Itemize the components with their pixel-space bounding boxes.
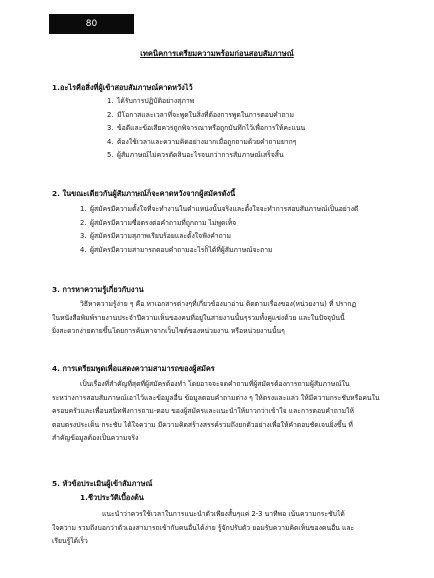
- paragraph-line: ครอบครัวและเพื่อนสนิทฟังการถาม-ตอบ ของผู้สมัครและแนะนำให้ยาวกว่าเข้าใจ และการตอบคำถามให้: [52, 407, 354, 415]
- list-item: 4. ผู้สมัครมีความสามารถตอบคำถามอะไรก็ได้ที่ผู้สัมภาษณ์จะถาม: [80, 245, 273, 254]
- paragraph-line: วิธีหาความรู้ง่าย ๆ คือ หาเอกสารต่างๆที่เกี่ยวข้องมาอ่าน ติดตามเรื่องของ(หน่วยงาน) ที่ ปรากฏ: [80, 300, 357, 308]
- list-item: 2. ผู้สมัครมีความซื่อตรงต่อคำถามที่ถูกถาม ไม่พูดเท็จ: [80, 218, 237, 227]
- section1-heading: 1.อะไรคือสิ่งที่ผู้เข้าสอบสัมภาษณ์คาดหวังไว้: [52, 83, 193, 92]
- paragraph-line: ใจความ รวมถึงบอกว่าตัวเองสามารถเข้ากับคนอื่นได้ง่าย รู้จักปรับตัว ยอมรับความคิดเห็นของคนอื่น และ: [52, 523, 355, 532]
- paragraph-line: ตอบตรงประเด็น กระชับ ได้ใจความ มีความคิดสร้างสรรค์รวมถึงยกตัวอย่างเพื่อให้คำตอบชัดเจนยิ่งขึ้น ที่: [52, 420, 353, 429]
- list-item: 2. มีโอกาสและเวลาที่จะพูดในสิ่งที่ต้องการพูดในการตอบคำถาม: [107, 110, 294, 119]
- section3-paragraph: [52, 298, 386, 339]
- paragraph-line: ในหนังสือพิมพ์รายงานประจำปีความเห็นของคนที่อยู่ในสายงานนั้นๆรวมทั้งคู่แข่งด้วย และในปัจจุบันนี้: [52, 313, 345, 322]
- paragraph-line: สำคัญข้อมูลต้องเป็นความจริง: [52, 434, 139, 442]
- section4-paragraph: [52, 378, 386, 446]
- paragraph-line: เป็นเรื่องที่สำคัญที่สุดที่ผู้สมัครต้องทำ โดยอาจจะจดคำถามที่ผู้สมัครต้องการถามผู้สัมภาษณ์ใน: [80, 380, 350, 388]
- list-item: 4. ต้องใช้เวลาและความคิดอย่างมากเมื่อถูกถามด้วยคำถามยากๆ: [107, 137, 297, 146]
- list-item: 3. ผู้สมัครมีความสุภาพเรียบร้อยและตั้งใจฟังคำถาม: [80, 232, 231, 240]
- section2-list: [80, 203, 358, 257]
- section4-heading: 4. การเตรียมพูดเพื่อแสดงความสามารถของผู้สมัคร: [52, 364, 215, 373]
- section1-list: [107, 95, 305, 163]
- paragraph-line: เรียนรู้ได้เร็ว: [52, 537, 88, 545]
- paragraph-line: ระหว่างการสอบสัมภาษณ์เอาไว้และข้อมูลอื่น ข้อมูลตอบคำถามต่าง ๆ ให้ตรงและแล่ว ให้มีความกระชับหรือคนใน: [52, 393, 380, 402]
- paragraph-line: แนะนำว่าควรใช้เวลาในการแนะนำตัวเพียงสั้นๆแค่ 2-3 นาทีพอ เน้นความกระชับได้: [102, 510, 345, 518]
- list-item: 1. ผู้สมัครมีความตั้งใจที่จะทำงานในตำแหน่งนั้นจริงและตั้งใจจะทำการสอบสัมภาษณ์เป็นอย่างดี: [80, 205, 359, 213]
- section2-heading: 2. ในขณะเดียวกันผู้สัมภาษณ์ก็จะคาดหวังจากผู้สมัครดังนี้: [52, 189, 236, 198]
- list-item: 3. ข้อดีและข้อเสียควรถูกพิจารณาหรือถูกบันทึกไว้เพื่อการให้คะแนน: [107, 124, 306, 132]
- section5-heading: 5. หัวข้อประเมินผู้เข้าสัมภาษณ์: [52, 479, 153, 488]
- section5-subheading: 1.ชีวประวัติเบื้องต้น: [80, 493, 144, 502]
- section5-paragraph: [52, 508, 386, 549]
- page-number-badge: 80: [49, 14, 134, 34]
- section3-heading: 3. การหาความรู้เกี่ยวกับงาน: [52, 285, 144, 294]
- paragraph-line: ยิ่งสะดวกง่ายดายขึ้นโดยการค้นหาจากเว็บไซต์ของหน่วยงาน หรือหน่วยงานนั้นๆ: [52, 327, 285, 335]
- page-title: เทคนิคการเตรียมความพร้อมก่อนสอบสัมภาษณ์: [140, 49, 294, 58]
- list-item: 5. ผู้สัมภาษณ์ไม่ควรตัดสินอะไรจนกว่าการสัมภาษณ์เสร็จสิ้น: [107, 151, 284, 159]
- list-item: 1. ได้รับการปฏิบัติอย่างสุภาพ: [107, 97, 195, 105]
